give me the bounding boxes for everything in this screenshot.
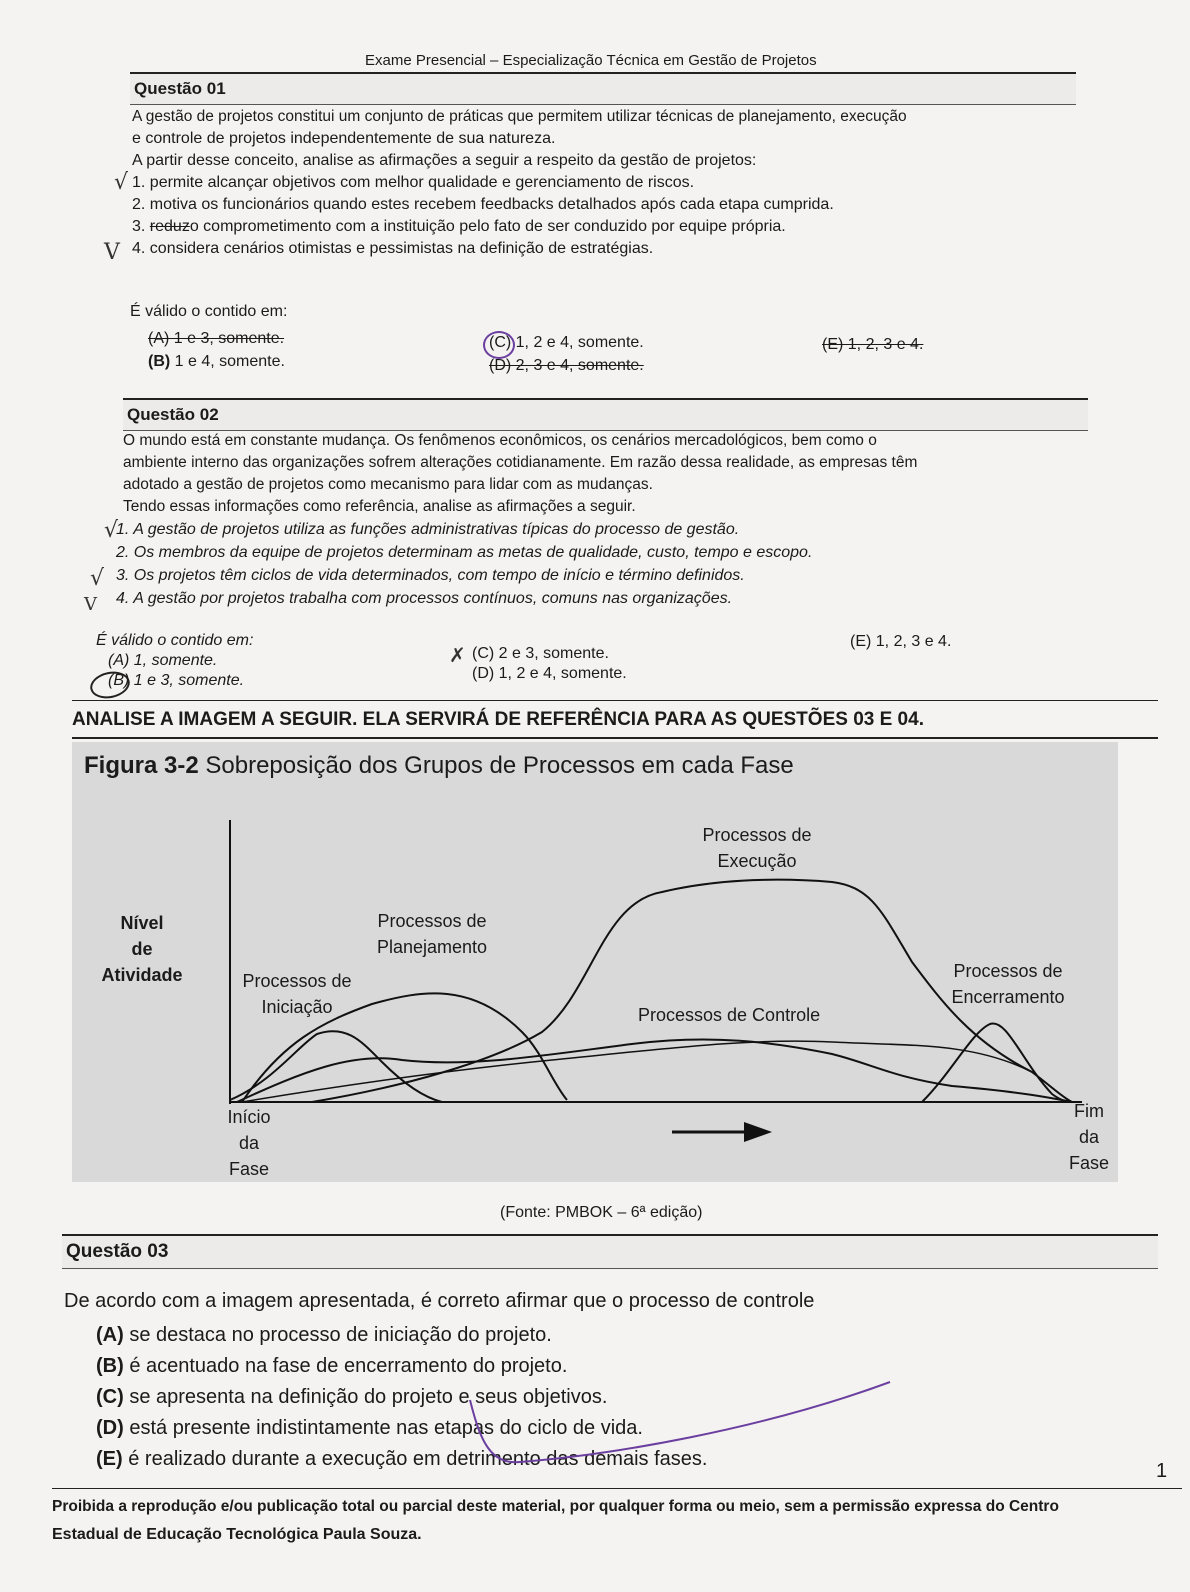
label-inicio-fase	[222, 1104, 276, 1182]
q2-option-b-label: (B)	[108, 672, 130, 689]
label-inicio-line1: Início	[227, 1107, 271, 1127]
q2-option-c[interactable]: (C) 2 e 3, somente.	[472, 645, 609, 662]
q2-option-a[interactable]: (A) 1, somente.	[108, 652, 218, 669]
q1-item-2: 2. motiva os funcionários quando estes recebem feedbacks detalhados após cada etapa cumprida.	[132, 196, 834, 213]
q3-stem: De acordo com a imagem apresentada, é correto afirmar que o processo de controle	[64, 1290, 815, 1312]
q3-option-c-label: (C)	[96, 1386, 124, 1408]
q1-option-b[interactable]	[148, 353, 285, 371]
label-fim-line1: Fim	[1074, 1101, 1104, 1121]
q1-option-a[interactable]: (A) 1 e 3, somente.	[148, 330, 285, 347]
q2-option-b-text: 1 e 3, somente.	[133, 672, 245, 689]
label-iniciacao	[232, 968, 362, 1020]
q3-option-d-text: está presente indistintamente nas etapas do ciclo de vida.	[129, 1417, 643, 1439]
page-number: 1	[1156, 1460, 1168, 1482]
q3-option-a[interactable]	[96, 1320, 707, 1351]
q3-option-a-text: se destaca no processo de iniciação do projeto.	[129, 1324, 552, 1346]
q2-paragraph-line1: O mundo está em constante mudança. Os fenômenos econômicos, os cenários mercadológicos, bem como o	[123, 432, 877, 449]
q2-item-3: 3. Os projetos têm ciclos de vida determinados, com tempo de início e término definidos.	[116, 567, 745, 584]
checkmark-icon: V	[84, 594, 97, 615]
checkmark-icon: √	[114, 170, 129, 195]
q3-option-e-label: (E)	[96, 1448, 123, 1470]
question-01-intro	[132, 106, 1082, 172]
q2-item-2: 2. Os membros da equipe de projetos determinam as metas de qualidade, custo, tempo e escopo.	[116, 544, 813, 561]
footer	[52, 1488, 1182, 1549]
q1-item-4: 4. considera cenários otimistas e pessimistas na definição de estratégias.	[132, 240, 654, 257]
q2-prompt: É válido o contido em:	[96, 632, 254, 649]
label-fim-fase	[1064, 1098, 1114, 1176]
question-01-title: Questão 01	[134, 79, 226, 98]
q1-option-e[interactable]: (E) 1, 2, 3 e 4.	[822, 336, 924, 353]
q2-paragraph-line3: adotado a gestão de projetos como mecanismo para lidar com as mudanças.	[123, 476, 653, 493]
y-axis-label-line1: Nível	[120, 913, 164, 933]
label-execucao-line2: Execução	[717, 851, 797, 871]
label-execucao	[687, 822, 827, 874]
figure-3-2	[72, 742, 1118, 1182]
q1-option-d[interactable]: (D) 2, 3 e 4, somente.	[489, 357, 644, 374]
label-planejamento-line2: Planejamento	[376, 937, 488, 957]
label-iniciacao-line2: Iniciação	[261, 997, 333, 1017]
q1-items	[132, 172, 1082, 260]
q2-item-4: 4. A gestão por projetos trabalha com processos contínuos, comuns nas organizações.	[116, 590, 733, 607]
label-encerramento-line2: Encerramento	[951, 987, 1065, 1007]
label-inicio-line2: da	[238, 1133, 260, 1153]
q1-item-3-struck-word: reduz	[149, 218, 190, 235]
question-03-title: Questão 03	[66, 1241, 169, 1262]
label-inicio-line3: Fase	[228, 1159, 270, 1179]
question-02-title: Questão 02	[127, 405, 219, 424]
q2-items	[116, 518, 1016, 610]
q1-option-c[interactable]: (C) 1, 2 e 4, somente.	[489, 334, 644, 351]
q1-prompt: É válido o contido em:	[130, 303, 288, 320]
q2-option-b[interactable]	[108, 672, 244, 690]
q3-option-a-label: (A)	[96, 1324, 124, 1346]
q3-option-e-text: é realizado durante a execução em detrimento das demais fases.	[128, 1448, 708, 1470]
label-fim-line3: Fase	[1068, 1153, 1110, 1173]
checkmark-icon: V	[104, 240, 120, 265]
label-encerramento	[938, 958, 1078, 1010]
figure-instruction-text: ANALISE A IMAGEM A SEGUIR. ELA SERVIRÁ DE REFERÊNCIA PARA AS QUESTÕES 03 E 04.	[72, 709, 924, 730]
figure-source: (Fonte: PMBOK – 6ª edição)	[500, 1204, 703, 1221]
q2-text	[123, 430, 1098, 518]
q1-intro-line3: A partir desse conceito, analise as afirmações a seguir a respeito da gestão de projetos:	[132, 152, 757, 169]
question-02-bar	[123, 398, 1088, 431]
figure-title-text: Sobreposição dos Grupos de Processos em cada Fase	[198, 752, 794, 779]
y-axis-label	[92, 910, 192, 988]
footer-line2: Estadual de Educação Tecnológica Paula Souza.	[52, 1526, 422, 1543]
label-iniciacao-line1: Processos de	[242, 971, 352, 991]
q2-paragraph-line4: Tendo essas informações como referência, analise as afirmações a seguir.	[123, 498, 636, 515]
arrow-head-icon	[744, 1122, 772, 1142]
label-encerramento-line1: Processos de	[953, 961, 1063, 981]
q1-item-1: 1. permite alcançar objetivos com melhor qualidade e gerenciamento de riscos.	[132, 174, 695, 191]
q3-option-c-text: se apresenta na definição do projeto e seus objetivos.	[129, 1386, 608, 1408]
exam-header: Exame Presencial – Especialização Técnica em Gestão de Projetos	[365, 52, 817, 69]
crossed-out-mark-icon: (B)	[148, 353, 171, 370]
label-planejamento	[362, 908, 502, 960]
label-controle: Processos de Controle	[638, 1005, 821, 1025]
y-axis-label-line2: de	[131, 939, 153, 959]
q1-intro-line1: A gestão de projetos constitui um conjunto de práticas que permitem utilizar técnicas de planejamento, execução	[132, 108, 907, 125]
figure-instruction-banner	[72, 700, 1158, 739]
cross-mark-icon: ✗	[449, 643, 466, 667]
question-01-bar	[130, 72, 1076, 105]
y-axis-label-line3: Atividade	[101, 965, 183, 985]
q2-paragraph-line2: ambiente interno das organizações sofrem alterações cotidianamente. Em razão dessa realidade, as empresas têm	[123, 454, 918, 471]
figure-title-number: Figura 3-2	[84, 752, 199, 779]
q2-item-1: 1. A gestão de projetos utiliza as funções administrativas típicas do processo de gestão.	[116, 521, 740, 538]
label-fim-line2: da	[1078, 1127, 1100, 1147]
q2-option-d[interactable]: (D) 1, 2 e 4, somente.	[472, 665, 627, 682]
q3-option-b-text: é acentuado na fase de encerramento do projeto.	[129, 1355, 568, 1377]
q2-option-e[interactable]: (E) 1, 2, 3 e 4.	[850, 633, 952, 650]
footer-line1: Proibida a reprodução e/ou publicação total ou parcial deste material, por qualquer forma ou meio, sem a permissão expressa do Centro	[52, 1498, 1059, 1515]
q3-option-d-label: (D)	[96, 1417, 124, 1439]
checkmark-icon: √	[90, 566, 105, 591]
q1-intro-line2: e controle de projetos independentemente de sua natureza.	[132, 130, 556, 147]
q1-item-3-text: o comprometimento com a instituição pelo fato de ser conduzido por equipe própria.	[189, 218, 786, 235]
q1-option-b-text: 1 e 4, somente.	[174, 353, 285, 370]
q1-item-3-number: 3.	[132, 218, 146, 235]
q1-item-3	[132, 216, 1082, 238]
purple-pen-stroke	[460, 1370, 900, 1480]
label-execucao-line1: Processos de	[702, 825, 812, 845]
checkmark-icon: √	[104, 518, 119, 543]
q3-option-b-label: (B)	[96, 1355, 124, 1377]
question-03-bar	[62, 1234, 1158, 1269]
label-planejamento-line1: Processos de	[377, 911, 487, 931]
